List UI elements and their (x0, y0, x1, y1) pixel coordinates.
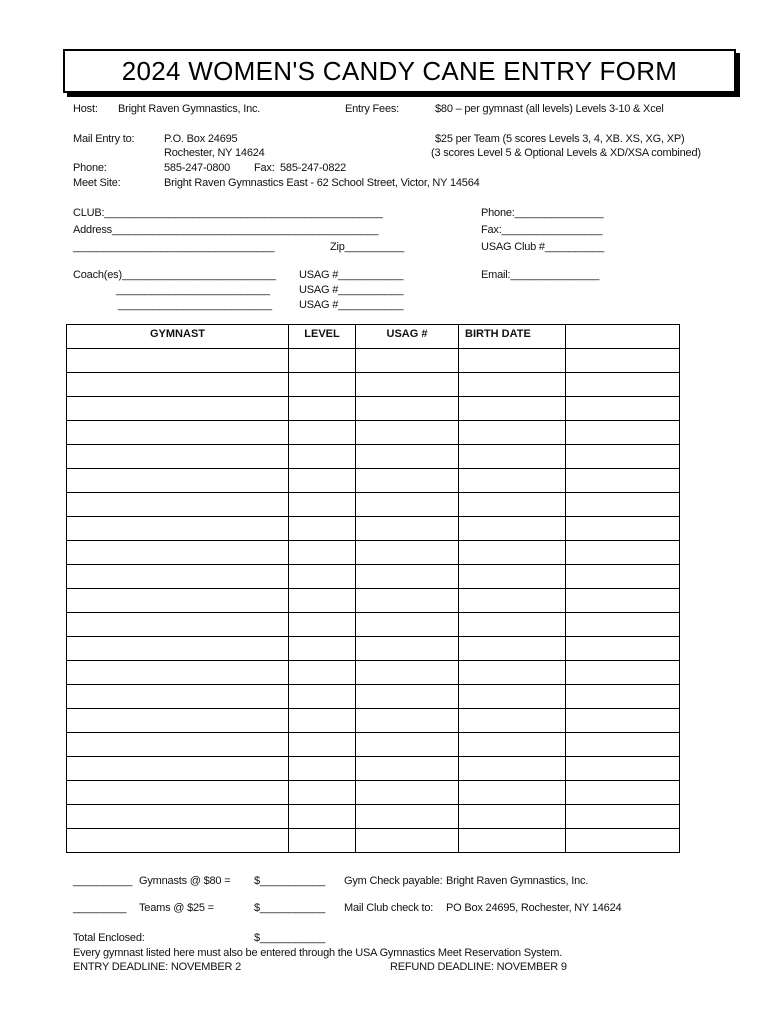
extra-cell[interactable] (566, 685, 680, 709)
gymnast-cell[interactable] (67, 445, 289, 469)
gymnast-cell[interactable] (67, 637, 289, 661)
coach-field-2[interactable]: __________________________ (116, 284, 270, 296)
usag-cell[interactable] (356, 709, 459, 733)
extra-cell[interactable] (566, 757, 680, 781)
form-title: 2024 WOMEN'S CANDY CANE ENTRY FORM (121, 55, 678, 86)
host-value: Bright Raven Gymnastics, Inc. (118, 103, 261, 115)
entry-fees-label: Entry Fees: (345, 103, 400, 115)
extra-cell[interactable] (566, 397, 680, 421)
level-cell[interactable] (289, 349, 356, 373)
gymnast-cell[interactable] (67, 469, 289, 493)
mail-check-label: Mail Club check to: (344, 902, 434, 914)
gymnast-cell[interactable] (67, 541, 289, 565)
mail-entry-line2: Rochester, NY 14624 (164, 147, 265, 159)
entry-fee-team: $25 per Team (5 scores Levels 3, 4, XB. XS, XG, XP) (435, 133, 685, 145)
usag-cell[interactable] (356, 733, 459, 757)
level-cell[interactable] (289, 541, 356, 565)
meet-site-value: Bright Raven Gymnastics East - 62 School Street, Victor, NY 14564 (164, 177, 480, 189)
total-enclosed-field[interactable]: $___________ (254, 932, 326, 944)
table-header-row (67, 325, 680, 349)
usag-cell[interactable] (356, 493, 459, 517)
usag-cell[interactable] (356, 781, 459, 805)
table-row (67, 685, 680, 709)
usag-cell[interactable] (356, 757, 459, 781)
gymnast-cell[interactable] (67, 613, 289, 637)
gymnast-cell[interactable] (67, 565, 289, 589)
table-row (67, 373, 680, 397)
birth-date-cell[interactable] (459, 373, 566, 397)
extra-cell[interactable] (566, 589, 680, 613)
mail-entry-label: Mail Entry to: (73, 133, 135, 145)
level-cell[interactable] (289, 661, 356, 685)
gymnasts-amount-field[interactable]: $___________ (254, 875, 326, 887)
level-cell[interactable] (289, 637, 356, 661)
gymnasts-fee-label: Gymnasts @ $80 = (139, 875, 231, 887)
birth-date-cell[interactable] (459, 565, 566, 589)
usag-cell[interactable] (356, 445, 459, 469)
gymnast-cell[interactable] (67, 733, 289, 757)
extra-cell[interactable] (566, 421, 680, 445)
usag-cell[interactable] (356, 517, 459, 541)
gymnast-cell[interactable] (67, 757, 289, 781)
gymnast-cell[interactable] (67, 685, 289, 709)
gymnast-cell[interactable] (67, 829, 289, 853)
extra-cell[interactable] (566, 445, 680, 469)
level-cell[interactable] (289, 421, 356, 445)
table-row (67, 397, 680, 421)
mail-check-value: PO Box 24695, Rochester, NY 14624 (446, 902, 622, 914)
phone-value: 585-247-0800 (164, 162, 231, 174)
total-enclosed-label: Total Enclosed: (73, 932, 145, 944)
level-cell[interactable] (289, 469, 356, 493)
usag-cell[interactable] (356, 637, 459, 661)
gymnast-cell[interactable] (67, 805, 289, 829)
table-row (67, 469, 680, 493)
level-cell[interactable] (289, 517, 356, 541)
entry-deadline: ENTRY DEADLINE: NOVEMBER 2 (73, 961, 241, 973)
host-label: Host: (73, 103, 98, 115)
birth-date-cell[interactable] (459, 829, 566, 853)
extra-cell[interactable] (566, 613, 680, 637)
gymnast-cell[interactable] (67, 421, 289, 445)
usag-cell[interactable] (356, 373, 459, 397)
usag-club-field[interactable]: USAG Club #__________ (481, 241, 605, 253)
level-cell[interactable] (289, 589, 356, 613)
level-cell[interactable] (289, 493, 356, 517)
entry-fee-gymnast: $80 – per gymnast (all levels) Levels 3-10 & Xcel (435, 103, 664, 115)
usag-cell[interactable] (356, 829, 459, 853)
fax-value: 585-247-0822 (280, 162, 347, 174)
level-cell[interactable] (289, 757, 356, 781)
level-cell[interactable] (289, 397, 356, 421)
birth-date-cell[interactable] (459, 397, 566, 421)
meet-site-label: Meet Site: (73, 177, 121, 189)
usag-cell[interactable] (356, 421, 459, 445)
level-cell[interactable] (289, 709, 356, 733)
birth-date-cell[interactable] (459, 469, 566, 493)
usag-cell[interactable] (356, 397, 459, 421)
birth-date-cell[interactable] (459, 685, 566, 709)
birth-date-cell[interactable] (459, 637, 566, 661)
level-cell[interactable] (289, 613, 356, 637)
zip-field[interactable]: Zip__________ (330, 241, 404, 253)
usag-cell[interactable] (356, 589, 459, 613)
table-row (67, 661, 680, 685)
gymnast-cell[interactable] (67, 589, 289, 613)
form-title-box (63, 49, 736, 93)
extra-cell[interactable] (566, 637, 680, 661)
birth-date-cell[interactable] (459, 709, 566, 733)
extra-cell[interactable] (566, 733, 680, 757)
teams-fee-label: Teams @ $25 = (139, 902, 214, 914)
gymnast-cell[interactable] (67, 517, 289, 541)
address2-field[interactable]: __________________________________ (73, 241, 275, 253)
table-row (67, 757, 680, 781)
birth-date-cell[interactable] (459, 421, 566, 445)
usag-cell[interactable] (356, 541, 459, 565)
club-phone-field[interactable]: Phone:_______________ (481, 207, 604, 219)
usag-cell[interactable] (356, 685, 459, 709)
gymnasts-count-field[interactable]: __________ (73, 875, 133, 887)
table-row (67, 517, 680, 541)
extra-cell[interactable] (566, 565, 680, 589)
level-cell[interactable] (289, 829, 356, 853)
gymnast-cell[interactable] (67, 397, 289, 421)
mail-entry-line1: P.O. Box 24695 (164, 133, 238, 145)
table-row (67, 613, 680, 637)
usag-cell[interactable] (356, 661, 459, 685)
column-header-extra (566, 325, 680, 349)
birth-date-cell[interactable] (459, 661, 566, 685)
birth-date-cell[interactable] (459, 733, 566, 757)
email-field[interactable]: Email:_______________ (481, 269, 600, 281)
column-header-level: LEVEL (289, 325, 356, 349)
extra-cell[interactable] (566, 493, 680, 517)
gymnast-entry-table (66, 324, 680, 853)
table-row (67, 733, 680, 757)
level-cell[interactable] (289, 685, 356, 709)
club-field[interactable]: CLUB:_______________________________________________ (73, 207, 383, 219)
table-row (67, 589, 680, 613)
coach-usag-field-1[interactable]: USAG #___________ (299, 269, 404, 281)
reservation-note: Every gymnast listed here must also be entered through the USA Gymnastics Meet Reservation System. (73, 947, 563, 959)
birth-date-cell[interactable] (459, 805, 566, 829)
table-row (67, 829, 680, 853)
level-cell[interactable] (289, 733, 356, 757)
extra-cell[interactable] (566, 805, 680, 829)
refund-deadline: REFUND DEADLINE: NOVEMBER 9 (390, 961, 567, 973)
coach-usag-field-2[interactable]: USAG #___________ (299, 284, 404, 296)
phone-label: Phone: (73, 162, 107, 174)
birth-date-cell[interactable] (459, 757, 566, 781)
extra-cell[interactable] (566, 541, 680, 565)
gymnast-cell[interactable] (67, 661, 289, 685)
entry-fee-team-note: (3 scores Level 5 & Optional Levels & XD/XSA combined) (431, 147, 701, 159)
usag-cell[interactable] (356, 565, 459, 589)
table-row (67, 805, 680, 829)
gymnast-cell[interactable] (67, 373, 289, 397)
level-cell[interactable] (289, 445, 356, 469)
extra-cell[interactable] (566, 661, 680, 685)
extra-cell[interactable] (566, 349, 680, 373)
check-payable-value: Bright Raven Gymnastics, Inc. (446, 875, 589, 887)
birth-date-cell[interactable] (459, 781, 566, 805)
extra-cell[interactable] (566, 373, 680, 397)
birth-date-cell[interactable] (459, 349, 566, 373)
address-field[interactable]: Address_____________________________________________ (73, 224, 379, 236)
birth-date-cell[interactable] (459, 493, 566, 517)
table-row (67, 565, 680, 589)
club-fax-field[interactable]: Fax:_________________ (481, 224, 603, 236)
birth-date-cell[interactable] (459, 517, 566, 541)
column-header-usag: USAG # (356, 325, 459, 349)
level-cell[interactable] (289, 565, 356, 589)
table-row (67, 445, 680, 469)
gymnast-cell[interactable] (67, 781, 289, 805)
usag-cell[interactable] (356, 469, 459, 493)
column-header-birth-date: BIRTH DATE (459, 325, 566, 349)
table-row (67, 349, 680, 373)
coaches-field[interactable]: Coach(es)__________________________ (73, 269, 276, 281)
birth-date-cell[interactable] (459, 445, 566, 469)
level-cell[interactable] (289, 805, 356, 829)
usag-cell[interactable] (356, 613, 459, 637)
usag-cell[interactable] (356, 349, 459, 373)
teams-amount-field[interactable]: $___________ (254, 902, 326, 914)
extra-cell[interactable] (566, 829, 680, 853)
table-row (67, 421, 680, 445)
teams-count-field[interactable]: _________ (73, 902, 127, 914)
coach-field-3[interactable]: __________________________ (118, 299, 272, 311)
extra-cell[interactable] (566, 469, 680, 493)
fax-label: Fax: (254, 162, 275, 174)
gymnast-cell[interactable] (67, 349, 289, 373)
extra-cell[interactable] (566, 709, 680, 733)
usag-cell[interactable] (356, 805, 459, 829)
table-row (67, 637, 680, 661)
birth-date-cell[interactable] (459, 589, 566, 613)
gymnast-cell[interactable] (67, 493, 289, 517)
level-cell[interactable] (289, 373, 356, 397)
extra-cell[interactable] (566, 781, 680, 805)
level-cell[interactable] (289, 781, 356, 805)
gymnast-cell[interactable] (67, 709, 289, 733)
check-payable-label: Gym Check payable: (344, 875, 443, 887)
table-row (67, 709, 680, 733)
column-header-gymnast: GYMNAST (67, 325, 289, 349)
table-row (67, 541, 680, 565)
birth-date-cell[interactable] (459, 613, 566, 637)
coach-usag-field-3[interactable]: USAG #___________ (299, 299, 404, 311)
birth-date-cell[interactable] (459, 541, 566, 565)
table-row (67, 493, 680, 517)
table-row (67, 781, 680, 805)
extra-cell[interactable] (566, 517, 680, 541)
